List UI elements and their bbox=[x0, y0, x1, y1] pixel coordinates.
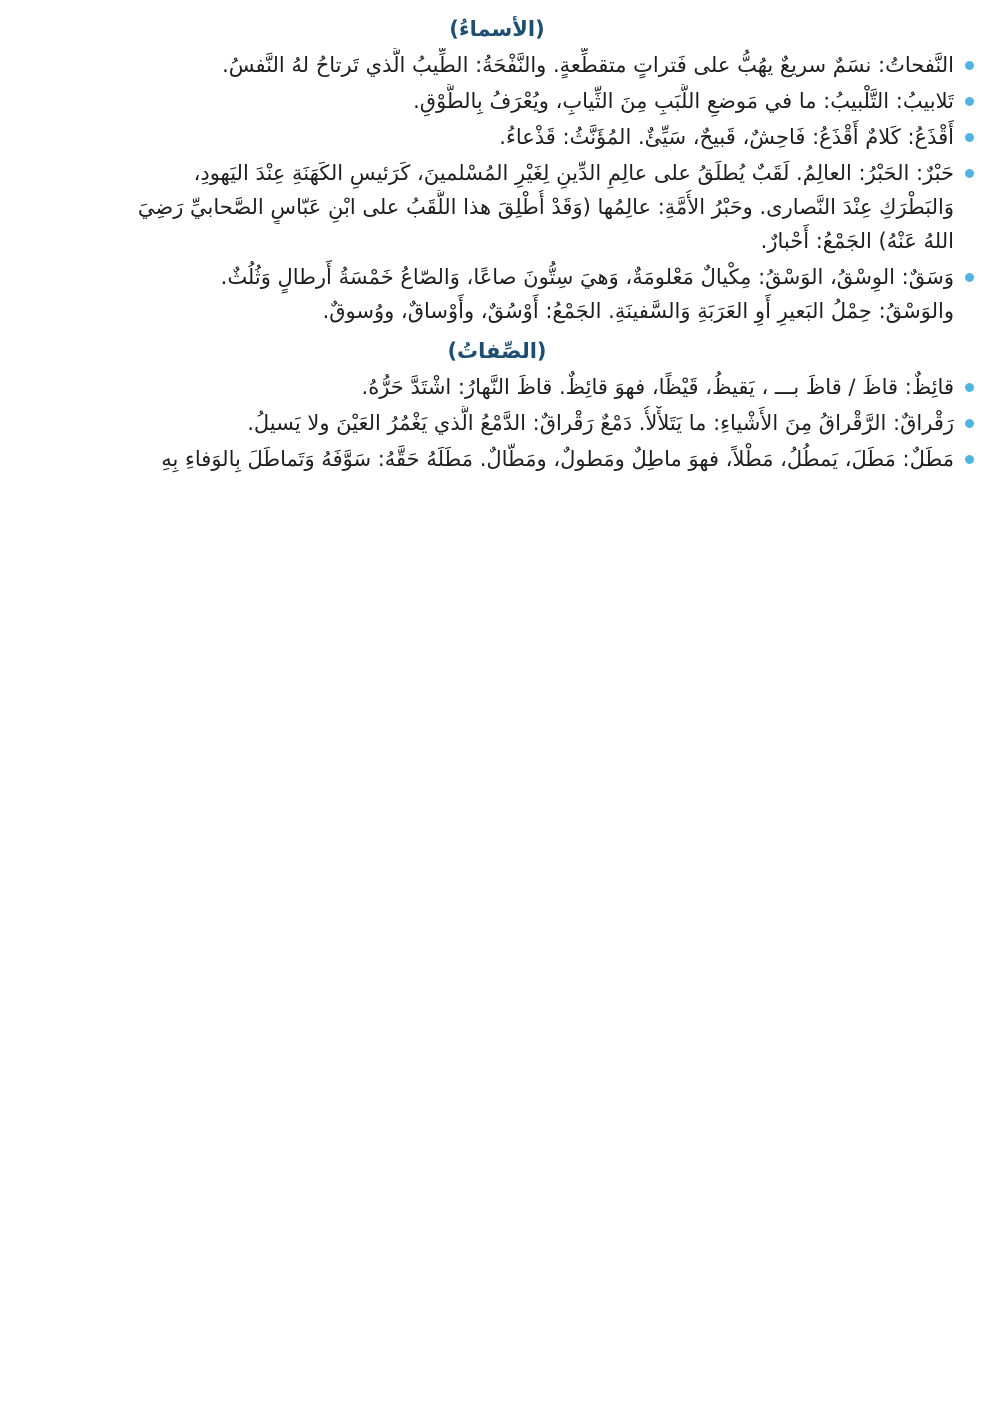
list-item bbox=[16, 48, 978, 82]
entry-line: وَالبَطْرَكِ عِنْدَ النَّصارى. وحَبْرُ الأُمَّةِ: عالِمُها (وَقَدْ أُطْلِقَ هذا اللَّقَبُ على ابْنِ عَبّاسٍ الصَّحابيِّ رَضِيَ bbox=[137, 195, 954, 219]
adjectives-heading: (الصِّفاتُ) bbox=[447, 339, 547, 363]
bullet-icon bbox=[965, 61, 974, 70]
list-item bbox=[16, 260, 978, 328]
entry-line: رَقْراقٌ: الرَّقْراقُ مِنَ الأَشْياءِ: ما يَتَلأْلأُ. دَمْعٌ رَقْراقٌ: الدَّمْعُ الَّذي يَغْمُرُ العَيْنَ ولا يَسيلُ. bbox=[247, 411, 954, 435]
entry-line: قائِظٌ: قاظَ / قاظَ بـــ ، يَقيظُ، قَيْظًا، فهوَ قائِظٌ. قاظَ النَّهارُ: اشْتَدَّ حَرُّهُ. bbox=[361, 375, 954, 399]
page bbox=[16, 14, 978, 478]
entry-line: اللهُ عَنْهُ) الجَمْعُ: أَحْبارٌ. bbox=[760, 229, 954, 253]
entry-line: وَسَقٌ: الوِسْقُ، الوَسْقُ: مِكْيالٌ مَعْلومَةٌ، وَهيَ سِتُّونَ صاعًا، وَالصّاعُ خَمْسَةُ أَرطالٍ وَثُلُثٌ. bbox=[220, 265, 954, 289]
entry-line: النَّفحاتُ: نسَمٌ سريعٌ يهُبُّ على فَتراتٍ متقطِّعةٍ. والنَّفْحَةُ: الطِّيبُ الَّذي تَرتاحُ لهُ النَّفسُ. bbox=[222, 53, 954, 77]
list-item bbox=[16, 84, 978, 118]
entry-line: تَلابيبُ: التَّلْبيبُ: ما في مَوضعِ اللَّبَبِ مِنَ الثِّيابِ، ويُعْرَفُ بِالطَّوْقِ. bbox=[413, 89, 954, 113]
list-item bbox=[16, 156, 978, 258]
adjectives-list bbox=[16, 370, 978, 476]
entry-line: حَبْرٌ: الحَبْرُ: العالِمُ. لَقَبٌ يُطلَقُ على عالِمِ الدِّينِ لِغَيْرِ المُسْلمينَ، كَرَئيسِ الكَهَنَةِ عِنْدَ اليَهودِ، bbox=[193, 161, 954, 185]
bullet-icon bbox=[965, 455, 974, 464]
bullet-icon bbox=[965, 169, 974, 178]
entry-line: مَطَلٌ: مَطَلَ، يَمطُلُ، مَطْلاً، فهوَ ماطِلٌ ومَطولٌ، ومَطّالٌ. مَطَلَهُ حَقَّهُ: سَوَّفَهُ وَتَماطَلَ بِالوَفاءِ بِهِ bbox=[161, 447, 954, 471]
bullet-icon bbox=[965, 419, 974, 428]
entry-line: أَقْذَعُ: كَلامٌ أَقْذَعُ: فَاحِشٌ، قَبيحٌ، سَيِّئٌ. المُؤَنَّثُ: قَذْعاءُ. bbox=[499, 125, 954, 149]
bullet-icon bbox=[965, 133, 974, 142]
list-item bbox=[16, 406, 978, 440]
list-item bbox=[16, 442, 978, 476]
list-item bbox=[16, 120, 978, 154]
bullet-icon bbox=[965, 97, 974, 106]
list-item bbox=[16, 370, 978, 404]
names-list bbox=[16, 48, 978, 328]
entry-line: والوَسْقُ: حِمْلُ البَعيرِ أَوِ العَرَبَةِ وَالسَّفينَةِ. الجَمْعُ: أَوْسُقٌ، وأَوْساقٌ، ووُسوقٌ. bbox=[322, 299, 954, 323]
bullet-icon bbox=[965, 273, 974, 282]
names-heading: (الأسماءُ) bbox=[449, 17, 545, 41]
bullet-icon bbox=[965, 383, 974, 392]
